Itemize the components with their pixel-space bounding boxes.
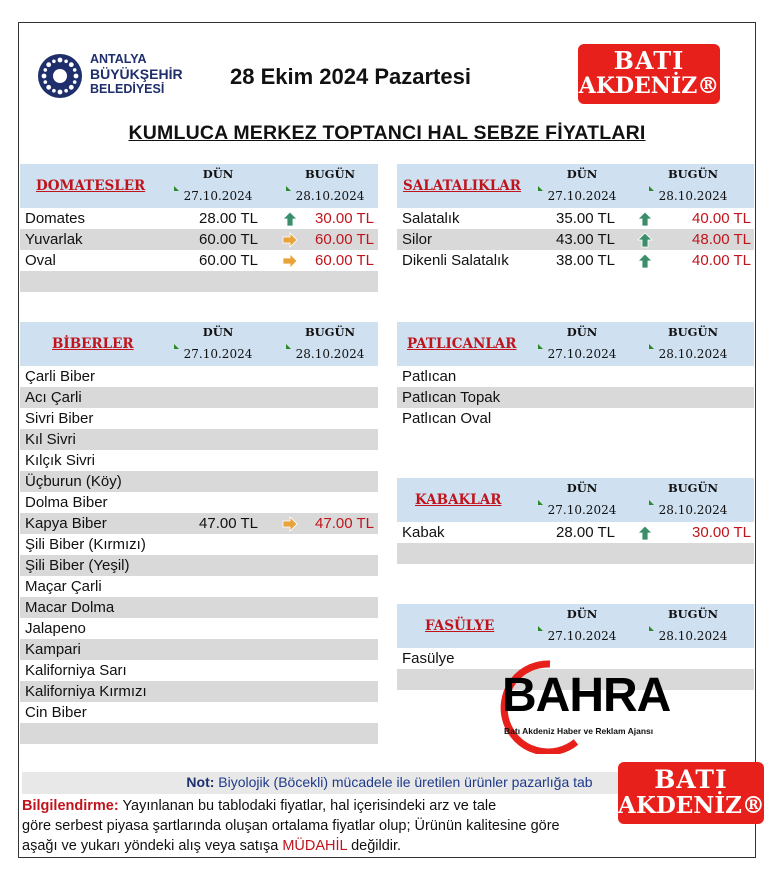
- price-row: [20, 660, 378, 681]
- product-name: Cin Biber: [25, 704, 87, 721]
- section-patlicanlar: [397, 322, 754, 429]
- price-row: [397, 543, 754, 564]
- price-yesterday: 47.00 TL: [199, 515, 258, 532]
- product-name: Macar Dolma: [25, 599, 115, 616]
- column-header-bugun: BUGÜN: [304, 325, 356, 339]
- price-today: 40.00 TL: [692, 210, 751, 227]
- product-name: Fasülye: [402, 650, 455, 667]
- section-header: [397, 164, 754, 208]
- column-date-bugun: 28.10.2024: [658, 347, 728, 361]
- price-yesterday: 43.00 TL: [556, 231, 615, 248]
- column-header-dun: DÜN: [566, 167, 598, 181]
- price-yesterday: 28.00 TL: [199, 210, 258, 227]
- price-yesterday: 38.00 TL: [556, 252, 615, 269]
- price-row: [20, 723, 378, 744]
- bahra-watermark: [494, 660, 674, 756]
- section-biberler: [20, 322, 378, 765]
- product-name: Kılçık Sivri: [25, 452, 96, 469]
- column-date-bugun: 28.10.2024: [658, 503, 728, 517]
- cell-marker: [286, 186, 291, 191]
- section-title: SALATALIKLAR: [403, 178, 521, 194]
- column-date-dun: 27.10.2024: [547, 347, 617, 361]
- section-domatesler: [20, 164, 378, 292]
- product-name: Jalapeno: [25, 620, 86, 637]
- cell-marker: [538, 186, 543, 191]
- price-row: [397, 387, 754, 408]
- price-row: [20, 597, 378, 618]
- price-row: [397, 250, 754, 271]
- price-row: [20, 250, 378, 271]
- price-row: [20, 408, 378, 429]
- cell-marker: [649, 344, 654, 349]
- product-name: Patlıcan: [402, 368, 457, 385]
- price-row: [397, 229, 754, 250]
- product-name: Salatalık: [402, 210, 460, 227]
- column-date-bugun: 28.10.2024: [658, 629, 728, 643]
- price-today: 40.00 TL: [692, 252, 751, 269]
- cell-marker: [538, 500, 543, 505]
- section-title: KABAKLAR: [415, 492, 502, 508]
- price-row: [20, 387, 378, 408]
- price-row: [20, 271, 378, 292]
- product-name: Kabak: [402, 524, 445, 541]
- price-row: [20, 702, 378, 723]
- column-header-bugun: BUGÜN: [667, 481, 719, 495]
- column-header-dun: DÜN: [566, 607, 598, 621]
- product-name: Üçburun (Köy): [25, 473, 122, 490]
- product-name: Kampari: [25, 641, 81, 658]
- brand-logo-top: [578, 44, 720, 104]
- column-date-dun: 27.10.2024: [183, 189, 253, 203]
- section-header: [20, 322, 378, 366]
- product-name: Sivri Biber: [25, 410, 94, 427]
- brand-line-2: AKDENİZ®: [578, 73, 720, 99]
- info-highlight: MÜDAHİL: [282, 838, 348, 854]
- product-name: Şili Biber (Yeşil): [25, 557, 130, 574]
- price-today: 30.00 TL: [692, 524, 751, 541]
- trend-up-arrow-icon: [637, 232, 653, 248]
- info-text-2: göre serbest piyasa şartlarında oluşan ortalama fiyatlar olup; Ürünün kalitesine göre: [22, 818, 560, 834]
- product-name: Kaliforniya Sarı: [25, 662, 127, 679]
- price-today: 60.00 TL: [315, 231, 374, 248]
- bahra-label: BAHRA: [502, 669, 671, 722]
- section-header: [20, 164, 378, 208]
- cell-marker: [286, 344, 291, 349]
- product-name: Dolma Biber: [25, 494, 108, 511]
- cell-marker: [174, 186, 179, 191]
- product-name: Maçar Çarli: [25, 578, 102, 595]
- note-text: Biyolojik (Böcekli) mücadele ile üretilen ürünler pazarlığa tab: [218, 774, 593, 790]
- product-name: Kapya Biber: [25, 515, 107, 532]
- product-name: Acı Çarli: [25, 389, 82, 406]
- column-date-dun: 27.10.2024: [547, 503, 617, 517]
- section-header: [397, 322, 754, 366]
- column-date-dun: 27.10.2024: [183, 347, 253, 361]
- price-today: 47.00 TL: [315, 515, 374, 532]
- cell-marker: [649, 500, 654, 505]
- section-title: BİBERLER: [52, 336, 134, 352]
- price-row: [20, 492, 378, 513]
- price-yesterday: 35.00 TL: [556, 210, 615, 227]
- price-yesterday: 28.00 TL: [556, 524, 615, 541]
- logo-text: [90, 52, 183, 97]
- column-date-dun: 27.10.2024: [547, 629, 617, 643]
- product-name: Kıl Sivri: [25, 431, 76, 448]
- column-date-bugun: 28.10.2024: [658, 189, 728, 203]
- price-row: [20, 618, 378, 639]
- info-label: Bilgilendirme:: [22, 798, 119, 814]
- section-title: FASÜLYE: [425, 618, 495, 634]
- bahra-subtitle: Batı Akdeniz Haber ve Reklam Ajansı: [504, 726, 654, 736]
- price-row: [20, 744, 378, 765]
- price-row: [20, 576, 378, 597]
- price-row: [20, 681, 378, 702]
- section-header: [397, 478, 754, 522]
- cell-marker: [649, 186, 654, 191]
- column-date-bugun: 28.10.2024: [295, 347, 365, 361]
- section-title: PATLICANLAR: [407, 336, 517, 352]
- price-row: [397, 522, 754, 543]
- municipality-logo: [36, 50, 196, 110]
- product-name: Şili Biber (Kırmızı): [25, 536, 146, 553]
- cell-marker: [538, 626, 543, 631]
- product-name: Domates: [25, 210, 86, 227]
- report-date: 28 Ekim 2024 Pazartesi: [230, 64, 471, 89]
- info-text-4: değildir.: [347, 838, 402, 854]
- price-row: [20, 366, 378, 387]
- price-row: [397, 408, 754, 429]
- cell-marker: [174, 344, 179, 349]
- brand-bottom-line-1: BATI: [654, 765, 728, 794]
- product-name: Oval: [25, 252, 56, 269]
- price-today: 60.00 TL: [315, 252, 374, 269]
- page-title: KUMLUCA MERKEZ TOPTANCI HAL SEBZE FİYATLARI: [128, 122, 646, 144]
- column-header-dun: DÜN: [202, 167, 234, 181]
- column-header-bugun: BUGÜN: [304, 167, 356, 181]
- price-row: [20, 429, 378, 450]
- price-row: [20, 513, 378, 534]
- price-row: [20, 639, 378, 660]
- trend-up-arrow-icon: [637, 211, 653, 227]
- price-yesterday: 60.00 TL: [199, 231, 258, 248]
- price-row: [397, 208, 754, 229]
- section-header: [397, 604, 754, 648]
- price-yesterday: 60.00 TL: [199, 252, 258, 269]
- note-label: Not:: [186, 774, 215, 790]
- column-date-bugun: 28.10.2024: [295, 189, 365, 203]
- bahra-text: [502, 668, 670, 723]
- price-row: [20, 534, 378, 555]
- price-today: 48.00 TL: [692, 231, 751, 248]
- column-header-bugun: BUGÜN: [667, 607, 719, 621]
- column-header-bugun: BUGÜN: [667, 167, 719, 181]
- trend-up-arrow-icon: [637, 253, 653, 269]
- municipality-emblem-icon: [36, 52, 84, 100]
- brand-logo-bottom: [618, 762, 764, 824]
- product-name: Dikenli Salatalık: [402, 252, 509, 269]
- cell-marker: [538, 344, 543, 349]
- product-name: Patlıcan Oval: [402, 410, 492, 427]
- info-text-1: Yayınlanan bu tablodaki fiyatlar, hal içerisindeki arz ve tale: [118, 798, 497, 814]
- section-title: DOMATESLER: [36, 178, 146, 194]
- column-header-dun: DÜN: [566, 481, 598, 495]
- column-header-bugun: BUGÜN: [667, 325, 719, 339]
- info-text-3: aşağı ve yukarı yöndeki alış veya satışa: [22, 838, 283, 854]
- product-name: Çarli Biber: [25, 368, 96, 385]
- price-row: [397, 366, 754, 387]
- price-row: [20, 208, 378, 229]
- product-name: Patlıcan Topak: [402, 389, 501, 406]
- section-kabaklar: [397, 478, 754, 564]
- column-header-dun: DÜN: [566, 325, 598, 339]
- price-row: [20, 471, 378, 492]
- price-row: [20, 450, 378, 471]
- product-name: Silor: [402, 231, 433, 248]
- logo-line-2: BÜYÜKŞEHİR: [90, 66, 183, 82]
- trend-up-arrow-icon: [637, 525, 653, 541]
- price-row: [20, 229, 378, 250]
- product-name: Yuvarlak: [25, 231, 83, 248]
- cell-marker: [649, 626, 654, 631]
- column-header-dun: DÜN: [202, 325, 234, 339]
- product-name: Kaliforniya Kırmızı: [25, 683, 147, 700]
- brand-line-1: BATI: [613, 46, 685, 75]
- price-today: 30.00 TL: [315, 210, 374, 227]
- logo-line-3: BELEDİYESİ: [90, 82, 165, 96]
- logo-line-1: ANTALYA: [90, 52, 147, 66]
- brand-bottom-line-2: AKDENİZ®: [618, 792, 765, 819]
- column-date-dun: 27.10.2024: [547, 189, 617, 203]
- price-row: [20, 555, 378, 576]
- section-salataliklar: [397, 164, 754, 271]
